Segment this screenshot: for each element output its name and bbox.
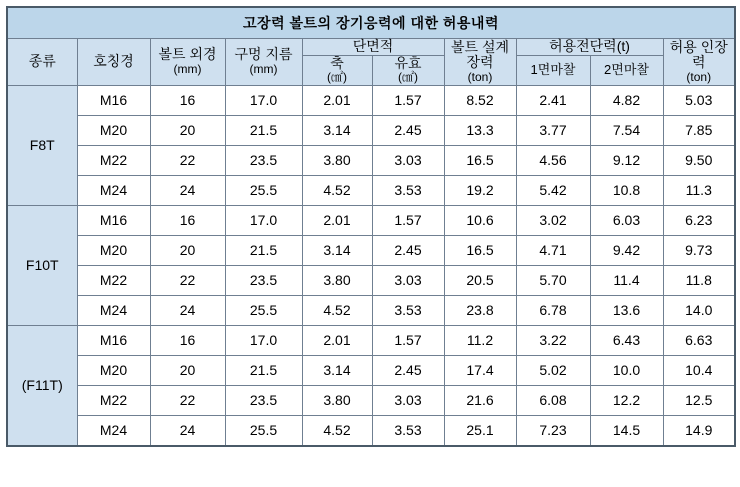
cell-outer: 20 — [150, 115, 225, 145]
cell-allowable-tension: 9.73 — [663, 235, 735, 265]
header-nominal-label: 호칭경 — [93, 53, 134, 70]
cell-shear-one: 7.23 — [516, 415, 590, 446]
header-area-effective-unit: (㎠) — [398, 70, 418, 85]
header-shear-two-face: 2면마찰 — [590, 55, 663, 85]
cell-outer: 16 — [150, 205, 225, 235]
cell-area-axis: 3.80 — [302, 265, 372, 295]
header-row-1 — [7, 39, 735, 56]
header-nominal — [77, 39, 150, 86]
cell-outer: 24 — [150, 415, 225, 446]
cell-outer: 22 — [150, 385, 225, 415]
table-row — [7, 295, 735, 325]
cell-area-axis: 2.01 — [302, 325, 372, 355]
table-row — [7, 235, 735, 265]
cell-outer: 22 — [150, 145, 225, 175]
cell-area-effective: 2.45 — [372, 355, 444, 385]
cell-shear-one: 3.02 — [516, 205, 590, 235]
header-hole — [225, 39, 302, 86]
cell-shear-two: 13.6 — [590, 295, 663, 325]
cell-hole: 25.5 — [225, 175, 302, 205]
title-row — [7, 7, 735, 39]
cell-shear-two: 12.2 — [590, 385, 663, 415]
cell-hole: 21.5 — [225, 115, 302, 145]
cell-outer: 16 — [150, 325, 225, 355]
cell-area-effective: 1.57 — [372, 325, 444, 355]
cell-shear-one: 2.41 — [516, 85, 590, 115]
cell-shear-two: 11.4 — [590, 265, 663, 295]
cell-shear-two: 9.12 — [590, 145, 663, 175]
cell-nominal: M22 — [77, 265, 150, 295]
cell-shear-one: 6.08 — [516, 385, 590, 415]
table-row — [7, 175, 735, 205]
cell-shear-two: 10.8 — [590, 175, 663, 205]
cell-nominal: M24 — [77, 415, 150, 446]
cell-design-tension: 11.2 — [444, 325, 516, 355]
header-area-group: 단면적 — [302, 39, 444, 56]
cell-design-tension: 16.5 — [444, 235, 516, 265]
cell-design-tension: 23.8 — [444, 295, 516, 325]
cell-outer: 24 — [150, 175, 225, 205]
table-row — [7, 85, 735, 115]
cell-area-effective: 1.57 — [372, 205, 444, 235]
cell-shear-two: 7.54 — [590, 115, 663, 145]
table-row — [7, 355, 735, 385]
header-area-axis — [302, 55, 372, 85]
group-label: (F11T) — [7, 325, 77, 446]
cell-shear-one: 6.78 — [516, 295, 590, 325]
cell-design-tension: 10.6 — [444, 205, 516, 235]
cell-nominal: M24 — [77, 295, 150, 325]
cell-nominal: M22 — [77, 385, 150, 415]
table-row — [7, 115, 735, 145]
cell-area-effective: 2.45 — [372, 115, 444, 145]
header-area-axis-unit: (㎠) — [327, 70, 347, 85]
table-row — [7, 385, 735, 415]
cell-design-tension: 25.1 — [444, 415, 516, 446]
cell-allowable-tension: 6.23 — [663, 205, 735, 235]
cell-area-effective: 3.53 — [372, 295, 444, 325]
cell-shear-two: 6.43 — [590, 325, 663, 355]
cell-nominal: M20 — [77, 235, 150, 265]
cell-hole: 23.5 — [225, 145, 302, 175]
cell-hole: 23.5 — [225, 385, 302, 415]
header-design-tension-label: 볼트 설계 장력 — [451, 38, 509, 71]
cell-shear-two: 14.5 — [590, 415, 663, 446]
header-area-effective — [372, 55, 444, 85]
cell-area-axis: 4.52 — [302, 175, 372, 205]
cell-area-axis: 2.01 — [302, 85, 372, 115]
table-row — [7, 325, 735, 355]
cell-shear-one: 3.22 — [516, 325, 590, 355]
cell-hole: 23.5 — [225, 265, 302, 295]
cell-outer: 20 — [150, 235, 225, 265]
cell-allowable-tension: 11.8 — [663, 265, 735, 295]
cell-area-effective: 3.03 — [372, 265, 444, 295]
header-area-axis-label: 축 — [330, 54, 344, 71]
header-design-tension-unit: (ton) — [467, 69, 493, 84]
cell-design-tension: 21.6 — [444, 385, 516, 415]
cell-nominal: M16 — [77, 85, 150, 115]
table-row — [7, 415, 735, 446]
cell-shear-one: 5.02 — [516, 355, 590, 385]
cell-allowable-tension: 10.4 — [663, 355, 735, 385]
cell-allowable-tension: 7.85 — [663, 115, 735, 145]
cell-allowable-tension: 11.3 — [663, 175, 735, 205]
table-row — [7, 205, 735, 235]
cell-allowable-tension: 12.5 — [663, 385, 735, 415]
cell-allowable-tension: 9.50 — [663, 145, 735, 175]
cell-allowable-tension: 14.9 — [663, 415, 735, 446]
cell-area-axis: 3.14 — [302, 115, 372, 145]
cell-hole: 25.5 — [225, 295, 302, 325]
page-title: 고장력 볼트의 장기응력에 대한 허용내력 — [7, 7, 735, 39]
cell-area-axis: 3.80 — [302, 145, 372, 175]
cell-nominal: M24 — [77, 175, 150, 205]
table-row — [7, 265, 735, 295]
cell-nominal: M22 — [77, 145, 150, 175]
cell-hole: 21.5 — [225, 355, 302, 385]
header-design-tension — [444, 39, 516, 86]
cell-area-effective: 1.57 — [372, 85, 444, 115]
cell-nominal: M20 — [77, 355, 150, 385]
cell-outer: 16 — [150, 85, 225, 115]
cell-area-effective: 2.45 — [372, 235, 444, 265]
cell-outer: 22 — [150, 265, 225, 295]
cell-area-axis: 3.14 — [302, 235, 372, 265]
cell-shear-one: 4.71 — [516, 235, 590, 265]
cell-allowable-tension: 6.63 — [663, 325, 735, 355]
cell-shear-two: 4.82 — [590, 85, 663, 115]
cell-area-axis: 4.52 — [302, 295, 372, 325]
cell-design-tension: 19.2 — [444, 175, 516, 205]
cell-shear-two: 6.03 — [590, 205, 663, 235]
cell-shear-one: 5.42 — [516, 175, 590, 205]
header-allowable-tension-unit: (ton) — [686, 69, 712, 84]
cell-area-axis: 4.52 — [302, 415, 372, 446]
header-bolt-outer-unit: (mm) — [173, 62, 202, 76]
cell-outer: 20 — [150, 355, 225, 385]
header-shear-one-face: 1면마찰 — [516, 55, 590, 85]
cell-allowable-tension: 5.03 — [663, 85, 735, 115]
header-hole-unit: (mm) — [249, 62, 278, 76]
cell-hole: 17.0 — [225, 325, 302, 355]
allowable-strength-table — [6, 6, 736, 447]
header-bolt-outer-label: 볼트 외경 — [158, 46, 217, 63]
cell-design-tension: 8.52 — [444, 85, 516, 115]
header-hole-label: 구멍 지름 — [234, 46, 293, 63]
header-shear-group: 허용전단력(t) — [516, 39, 663, 56]
header-allowable-tension — [663, 39, 735, 86]
cell-shear-two: 9.42 — [590, 235, 663, 265]
cell-area-effective: 3.03 — [372, 145, 444, 175]
cell-nominal: M16 — [77, 205, 150, 235]
cell-area-axis: 2.01 — [302, 205, 372, 235]
cell-shear-two: 10.0 — [590, 355, 663, 385]
cell-allowable-tension: 14.0 — [663, 295, 735, 325]
header-bolt-outer — [150, 39, 225, 86]
cell-area-effective: 3.53 — [372, 415, 444, 446]
cell-area-effective: 3.03 — [372, 385, 444, 415]
cell-design-tension: 13.3 — [444, 115, 516, 145]
cell-hole: 25.5 — [225, 415, 302, 446]
table-row — [7, 145, 735, 175]
cell-outer: 24 — [150, 295, 225, 325]
header-allowable-tension-label: 허용 인장력 — [669, 38, 728, 71]
header-type: 종류 — [7, 39, 77, 86]
cell-area-axis: 3.14 — [302, 355, 372, 385]
cell-nominal: M20 — [77, 115, 150, 145]
cell-hole: 17.0 — [225, 205, 302, 235]
cell-hole: 17.0 — [225, 85, 302, 115]
cell-shear-one: 3.77 — [516, 115, 590, 145]
group-label: F8T — [7, 85, 77, 205]
cell-hole: 21.5 — [225, 235, 302, 265]
header-area-effective-label: 유효 — [394, 54, 422, 71]
cell-area-effective: 3.53 — [372, 175, 444, 205]
cell-shear-one: 4.56 — [516, 145, 590, 175]
cell-design-tension: 16.5 — [444, 145, 516, 175]
group-label: F10T — [7, 205, 77, 325]
cell-design-tension: 17.4 — [444, 355, 516, 385]
cell-design-tension: 20.5 — [444, 265, 516, 295]
cell-nominal: M16 — [77, 325, 150, 355]
cell-area-axis: 3.80 — [302, 385, 372, 415]
cell-shear-one: 5.70 — [516, 265, 590, 295]
